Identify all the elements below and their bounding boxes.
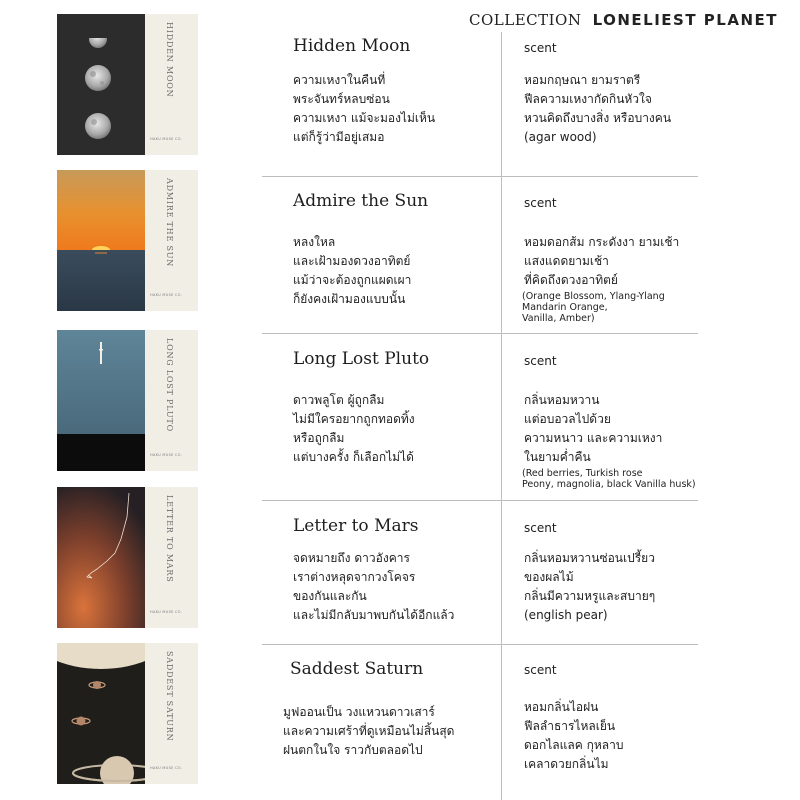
product-name: Letter to Mars [293,516,419,536]
scent-label: scent [524,41,557,55]
card-brand: HAKU MUSE CO. [150,137,183,141]
product-description: หลงใหล และเฝ้ามองดวงอาทิตย์ แม้ว่าจะต้องถูกแผดเผา ก็ยังคงเฝ้ามองแบบนั้น [293,235,412,306]
scent-label: scent [524,521,557,535]
scent-description: กลิ่นหอมหวาน แต่อบอวลไปด้วย ความหนาว และความเหงา ในยามค่ำคืน [524,393,663,464]
scent-description: กลิ่นหอมหวานซ่อนเปรี้ยว ของผลไม้ กลิ่นมีความหรูและสบายๆ (english pear) [524,551,656,622]
product-card-hidden-moon [57,14,198,155]
mars-sky-image [57,487,145,628]
product-name: Hidden Moon [293,36,411,56]
card-brand: HAKU MUSE CO. [150,453,183,457]
product-description: จดหมายถึง ดาวอังคาร เราต่างหลุดจากวงโคจร ของกันและกัน และไม่มีกลับมาพบกันได้อีกแล้ว [293,551,455,622]
scent-label: scent [524,354,557,368]
moon-phases-image [57,14,145,155]
card-title: HIDDEN MOON [165,22,174,98]
card-brand: HAKU MUSE CO. [150,766,183,770]
collection-name: LONELIEST PLANET [592,11,778,29]
label-strip [145,330,198,471]
scent-label: scent [524,196,557,210]
product-name: Long Lost Pluto [293,349,430,369]
card-title: LETTER TO MARS [165,495,174,583]
product-name: Admire the Sun [293,191,429,211]
product-card-admire-the-sun [57,170,198,311]
product-description: มูฟออนเป็น วงแหวนดาวเสาร์ และความเศร้าที่ดูเหมือนไม่สิ้นสุด ฝนตกในใจ ราวกับตลอดไป [283,705,455,757]
scent-notes: (Red berries, Turkish rose Peony, magnolia, black Vanilla husk) [522,468,696,490]
card-brand: HAKU MUSE CO. [150,293,183,297]
saturn-image [57,643,145,784]
scent-label: scent [524,663,557,677]
label-strip [145,643,198,784]
scent-description: หอมกฤษณา ยามราตรี ฟีลความเหงากัดกินหัวใจ หวนคิดถึงบางสิ่ง หรือบางคน (agar wood) [524,73,672,144]
column-divider [501,32,502,800]
card-title: LONG LOST PLUTO [165,338,174,432]
sunset-image [57,170,145,311]
card-brand: HAKU MUSE CO. [150,610,183,614]
row-divider [262,176,698,177]
scent-description: หอมกลิ่นไอฝน ฟีลลำธารไหลเย็น ดอกไลแลค กุหลาบ เคลาดวยกลิ่นไม [524,700,624,771]
row-divider [262,333,698,334]
collection-header [469,10,778,29]
product-card-letter-to-mars [57,487,198,628]
product-description: ดาวพลูโต ผู้ถูกลืม ไม่มีใครอยากถูกทอดทิ้ง หรือถูกลืม แต่บางครั้ง ก็เลือกไม่ได้ [293,393,415,464]
product-card-long-lost-pluto [57,330,198,471]
product-description: ความเหงาในคืนที่ พระจันทร์หลบซ่อน ความเหงา แม้จะมองไม่เห็น แต่ก็รู้ว่ามีอยู่เสมอ [293,73,436,144]
card-title: ADMIRE THE SUN [165,178,174,268]
card-title: SADDEST SATURN [165,651,174,742]
scent-description: หอมดอกส้ม กระดังงา ยามเช้า แสงแดดยามเช้า ที่คิดถึงดวงอาทิตย์ [524,235,680,287]
pluto-sky-image [57,330,145,471]
scent-notes: (Orange Blossom, Ylang-Ylang Mandarin Orange, Vanilla, Amber) [522,291,665,324]
collection-label: COLLECTION [469,11,582,29]
product-card-saddest-saturn [57,643,198,784]
label-strip [145,14,198,155]
row-divider [262,500,698,501]
row-divider [262,644,698,645]
product-name: Saddest Saturn [290,659,424,679]
label-strip [145,170,198,311]
label-strip [145,487,198,628]
